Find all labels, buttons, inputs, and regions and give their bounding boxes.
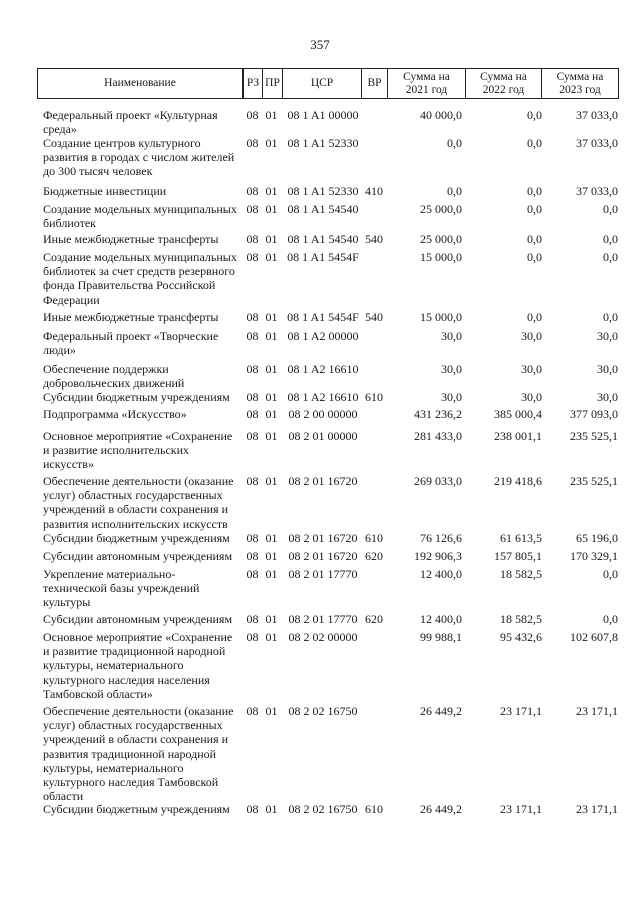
row-sum-2023: 0,0 xyxy=(603,612,618,626)
row-rz: 08 xyxy=(246,310,259,324)
row-csr: 08 1 A1 00000 xyxy=(287,108,359,122)
row-rz: 08 xyxy=(246,704,259,718)
row-sum-2021: 99 988,1 xyxy=(420,630,462,644)
row-csr: 08 1 A1 54540 xyxy=(287,202,359,216)
row-name: Иные межбюджетные трансферты xyxy=(43,232,219,246)
row-sum-2023: 235 525,1 xyxy=(570,429,618,443)
row-pr: 01 xyxy=(265,108,278,122)
row-sum-2022: 30,0 xyxy=(521,362,542,376)
row-pr: 01 xyxy=(265,549,278,563)
row-rz: 08 xyxy=(246,612,259,626)
row-name: Создание модельных муниципальных библиотек xyxy=(43,202,237,231)
row-sum-2023: 30,0 xyxy=(597,329,618,343)
row-sum-2022: 219 418,6 xyxy=(494,474,542,488)
header-name: Наименование xyxy=(37,68,243,99)
row-sum-2022: 18 582,5 xyxy=(500,567,542,581)
row-sum-2023: 102 607,8 xyxy=(570,630,618,644)
row-name: Укрепление материально-технической базы учреждений культуры xyxy=(43,567,200,610)
row-rz: 08 xyxy=(246,549,259,563)
row-csr: 08 2 02 16750 xyxy=(288,802,358,816)
row-name: Федеральный проект «Творческие люди» xyxy=(43,329,219,358)
row-sum-2022: 61 613,5 xyxy=(500,531,542,545)
row-csr: 08 2 00 00000 xyxy=(288,407,358,421)
row-sum-2022: 95 432,6 xyxy=(500,630,542,644)
row-pr: 01 xyxy=(265,531,278,545)
row-sum-2023: 37 033,0 xyxy=(576,136,618,150)
row-sum-2021: 0,0 xyxy=(447,184,462,198)
row-rz: 08 xyxy=(246,802,259,816)
header-sum-2021: Сумма на 2021 год xyxy=(387,68,466,99)
row-sum-2022: 0,0 xyxy=(527,136,542,150)
row-sum-2022: 0,0 xyxy=(527,310,542,324)
row-name: Субсидии автономным учреждениям xyxy=(43,612,233,626)
row-csr: 08 2 01 17770 xyxy=(288,567,358,581)
row-rz: 08 xyxy=(246,232,259,246)
row-sum-2023: 0,0 xyxy=(603,567,618,581)
row-csr: 08 2 01 17770 xyxy=(288,612,358,626)
row-sum-2023: 0,0 xyxy=(603,232,618,246)
row-sum-2021: 15 000,0 xyxy=(420,310,462,324)
row-vr: 610 xyxy=(365,802,383,816)
row-csr: 08 2 01 00000 xyxy=(288,429,358,443)
row-name: Обеспечение деятельности (оказание услуг) областных государственных учреждений в области сохранения и развития исполнительских искусств xyxy=(43,474,234,531)
row-pr: 01 xyxy=(265,704,278,718)
row-rz: 08 xyxy=(246,136,259,150)
row-sum-2023: 170 329,1 xyxy=(570,549,618,563)
header-sum-2022: Сумма на 2022 год xyxy=(465,68,542,99)
row-name: Обеспечение поддержки добровольческих движений xyxy=(43,362,185,391)
row-sum-2022: 0,0 xyxy=(527,232,542,246)
row-vr: 410 xyxy=(365,184,383,198)
row-sum-2023: 0,0 xyxy=(603,250,618,264)
row-pr: 01 xyxy=(265,802,278,816)
row-sum-2022: 0,0 xyxy=(527,184,542,198)
row-sum-2021: 0,0 xyxy=(447,136,462,150)
row-pr: 01 xyxy=(265,612,278,626)
row-rz: 08 xyxy=(246,474,259,488)
row-sum-2022: 23 171,1 xyxy=(500,802,542,816)
row-pr: 01 xyxy=(265,329,278,343)
row-pr: 01 xyxy=(265,184,278,198)
row-vr: 620 xyxy=(365,612,383,626)
row-csr: 08 2 01 16720 xyxy=(288,474,358,488)
row-name: Обеспечение деятельности (оказание услуг) областных государственных учреждений в области сохранения и развития традиционной народной культуры, нематериального культурного наследия Тамбовской области xyxy=(43,704,234,804)
row-csr: 08 1 A2 00000 xyxy=(287,329,359,343)
row-pr: 01 xyxy=(265,474,278,488)
row-sum-2023: 30,0 xyxy=(597,390,618,404)
row-sum-2022: 0,0 xyxy=(527,202,542,216)
row-sum-2021: 431 236,2 xyxy=(414,407,462,421)
row-csr: 08 1 A2 16610 xyxy=(287,390,359,404)
row-name: Субсидии автономным учреждениям xyxy=(43,549,233,563)
row-name: Иные межбюджетные трансферты xyxy=(43,310,219,324)
row-name: Основное мероприятие «Сохранение и развитие традиционной народной культуры, нематериального культурного наследия населения Тамбовской области» xyxy=(43,630,233,701)
row-rz: 08 xyxy=(246,531,259,545)
row-sum-2022: 0,0 xyxy=(527,250,542,264)
row-sum-2022: 0,0 xyxy=(527,108,542,122)
row-sum-2023: 23 171,1 xyxy=(576,704,618,718)
row-rz: 08 xyxy=(246,108,259,122)
row-sum-2022: 30,0 xyxy=(521,329,542,343)
row-pr: 01 xyxy=(265,202,278,216)
row-name: Субсидии бюджетным учреждениям xyxy=(43,531,230,545)
row-pr: 01 xyxy=(265,136,278,150)
row-vr: 610 xyxy=(365,390,383,404)
row-sum-2022: 30,0 xyxy=(521,390,542,404)
row-pr: 01 xyxy=(265,362,278,376)
header-vr: ВР xyxy=(361,68,388,99)
row-sum-2023: 23 171,1 xyxy=(576,802,618,816)
row-pr: 01 xyxy=(265,250,278,264)
header-csr: ЦСР xyxy=(282,68,362,99)
row-sum-2021: 26 449,2 xyxy=(420,704,462,718)
row-sum-2021: 192 906,3 xyxy=(414,549,462,563)
row-sum-2023: 377 093,0 xyxy=(570,407,618,421)
row-pr: 01 xyxy=(265,429,278,443)
row-sum-2022: 157 805,1 xyxy=(494,549,542,563)
row-pr: 01 xyxy=(265,232,278,246)
row-sum-2023: 37 033,0 xyxy=(576,108,618,122)
row-csr: 08 2 02 00000 xyxy=(288,630,358,644)
row-sum-2023: 65 196,0 xyxy=(576,531,618,545)
row-sum-2022: 18 582,5 xyxy=(500,612,542,626)
row-sum-2021: 30,0 xyxy=(441,362,462,376)
row-sum-2023: 0,0 xyxy=(603,202,618,216)
row-rz: 08 xyxy=(246,202,259,216)
row-rz: 08 xyxy=(246,329,259,343)
row-sum-2021: 25 000,0 xyxy=(420,202,462,216)
row-rz: 08 xyxy=(246,630,259,644)
row-sum-2021: 25 000,0 xyxy=(420,232,462,246)
row-sum-2023: 0,0 xyxy=(603,310,618,324)
row-sum-2021: 15 000,0 xyxy=(420,250,462,264)
row-rz: 08 xyxy=(246,390,259,404)
row-sum-2021: 12 400,0 xyxy=(420,567,462,581)
row-name: Субсидии бюджетным учреждениям xyxy=(43,802,230,816)
row-sum-2021: 30,0 xyxy=(441,390,462,404)
row-csr: 08 2 02 16750 xyxy=(288,704,358,718)
row-sum-2021: 12 400,0 xyxy=(420,612,462,626)
row-rz: 08 xyxy=(246,407,259,421)
row-sum-2021: 26 449,2 xyxy=(420,802,462,816)
row-name: Подпрограмма «Искусство» xyxy=(43,407,187,421)
row-csr: 08 1 A1 5454F xyxy=(287,250,359,264)
table-header xyxy=(38,68,619,99)
row-sum-2022: 238 001,1 xyxy=(494,429,542,443)
row-rz: 08 xyxy=(246,429,259,443)
row-csr: 08 1 A1 54540 xyxy=(287,232,359,246)
row-sum-2023: 235 525,1 xyxy=(570,474,618,488)
row-csr: 08 2 01 16720 xyxy=(288,531,358,545)
header-rz: РЗ xyxy=(243,68,263,99)
row-vr: 540 xyxy=(365,310,383,324)
row-rz: 08 xyxy=(246,250,259,264)
row-rz: 08 xyxy=(246,567,259,581)
row-sum-2021: 76 126,6 xyxy=(420,531,462,545)
page-number: 357 xyxy=(310,37,330,52)
row-csr: 08 1 A1 52330 xyxy=(287,184,359,198)
row-csr: 08 1 A2 16610 xyxy=(287,362,359,376)
row-sum-2021: 269 033,0 xyxy=(414,474,462,488)
row-name: Создание модельных муниципальных библиотек за счет средств резервного фонда Правительства Российской Федерации xyxy=(43,250,237,307)
row-sum-2021: 281 433,0 xyxy=(414,429,462,443)
row-sum-2021: 40 000,0 xyxy=(420,108,462,122)
row-sum-2022: 23 171,1 xyxy=(500,704,542,718)
row-pr: 01 xyxy=(265,310,278,324)
row-name: Создание центров культурного развития в городах с числом жителей до 300 тысяч человек xyxy=(43,136,235,179)
row-rz: 08 xyxy=(246,184,259,198)
row-csr: 08 1 A1 52330 xyxy=(287,136,359,150)
row-vr: 610 xyxy=(365,531,383,545)
row-csr: 08 1 A1 5454F xyxy=(287,310,359,324)
row-vr: 620 xyxy=(365,549,383,563)
row-name: Бюджетные инвестиции xyxy=(43,184,167,198)
row-sum-2021: 30,0 xyxy=(441,329,462,343)
row-rz: 08 xyxy=(246,362,259,376)
row-sum-2022: 385 000,4 xyxy=(494,407,542,421)
row-name: Субсидии бюджетным учреждениям xyxy=(43,390,230,404)
row-csr: 08 2 01 16720 xyxy=(288,549,358,563)
row-sum-2023: 37 033,0 xyxy=(576,184,618,198)
row-name: Федеральный проект «Культурная среда» xyxy=(43,108,218,137)
row-name: Основное мероприятие «Сохранение и развитие исполнительских искусств» xyxy=(43,429,233,472)
row-pr: 01 xyxy=(265,407,278,421)
header-sum-2023: Сумма на 2023 год xyxy=(541,68,619,99)
row-sum-2023: 30,0 xyxy=(597,362,618,376)
row-pr: 01 xyxy=(265,390,278,404)
row-vr: 540 xyxy=(365,232,383,246)
row-pr: 01 xyxy=(265,567,278,581)
row-pr: 01 xyxy=(265,630,278,644)
header-pr: ПР xyxy=(262,68,283,99)
